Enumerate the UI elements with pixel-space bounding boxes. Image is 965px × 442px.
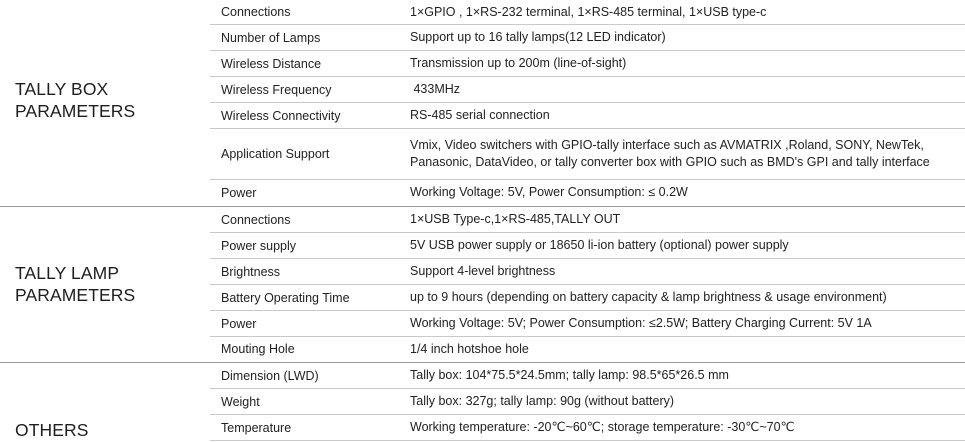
spec-key: Application Support xyxy=(221,147,330,161)
spec-value: 1/4 inch hotshoe hole xyxy=(410,341,529,356)
others-section xyxy=(0,363,965,442)
section-title: TALLY BOX PARAMETERS xyxy=(15,79,136,121)
tally-lamp-section xyxy=(0,207,965,362)
spec-value: Support 4-level brightness xyxy=(410,264,556,278)
spec-value: 433MHz xyxy=(410,82,461,96)
spec-value: 1×USB Type-c,1×RS-485,TALLY OUT xyxy=(410,212,621,226)
spec-key: Wireless Connectivity xyxy=(221,108,341,123)
spec-table xyxy=(210,207,965,362)
spec-value: Working Voltage: 5V; Power Consumption: ≤2.5W; Battery Charging Current: 5V 1A xyxy=(410,316,872,330)
table-row xyxy=(210,233,965,259)
table-row xyxy=(210,311,965,337)
spec-value: Working temperature: -20℃~60℃; storage temperature: -30℃~70℃ xyxy=(410,420,795,434)
spec-value: 1×GPIO , 1×RS-232 terminal, 1×RS-485 terminal, 1×USB type-c xyxy=(410,4,767,19)
spec-value: Support up to 16 tally lamps(12 LED indicator) xyxy=(410,30,666,44)
spec-key: Mouting Hole xyxy=(221,342,295,356)
spec-key: Dimension (LWD) xyxy=(221,368,319,383)
table-row xyxy=(210,415,965,441)
spec-key: Battery Operating Time xyxy=(221,290,350,305)
spec-key: Connections xyxy=(221,212,291,227)
spec-key: Power xyxy=(221,316,257,331)
spec-key: Number of Lamps xyxy=(221,30,321,45)
spec-key: Power supply xyxy=(221,238,297,253)
table-row xyxy=(210,285,965,311)
table-row xyxy=(210,259,965,285)
spec-key: Weight xyxy=(221,394,260,409)
spec-value: Tally box: 327g; tally lamp: 90g (without battery) xyxy=(410,394,675,408)
spec-value: Tally box: 104*75.5*24.5mm; tally lamp: 98.5*65*26.5 mm xyxy=(410,368,729,382)
table-row xyxy=(210,180,965,205)
section-title: OTHERS xyxy=(15,420,89,440)
spec-value: RS-485 serial connection xyxy=(410,108,550,122)
tally-box-section xyxy=(0,0,965,206)
spec-value: 5V USB power supply or 18650 li-ion battery (optional) power supply xyxy=(410,238,789,252)
spec-value: Vmix, Video switchers with GPIO-tally interface such as AVMATRIX ,Roland, SONY, NewTek, Panasonic, DataVideo, or tally converter box with GPIO such as BMD's GPI and tally interface xyxy=(410,138,930,169)
spec-key: Brightness xyxy=(221,264,281,279)
table-row xyxy=(210,337,965,361)
table-row xyxy=(210,25,965,51)
spec-table xyxy=(210,363,965,442)
spec-key: Connections xyxy=(221,5,291,19)
spec-value: Working Voltage: 5V, Power Consumption: ≤ 0.2W xyxy=(410,185,688,199)
spec-key: Temperature xyxy=(221,420,292,435)
spec-key: Wireless Distance xyxy=(221,56,322,71)
spec-table xyxy=(210,0,965,206)
spec-key: Wireless Frequency xyxy=(221,82,332,97)
table-row xyxy=(210,207,965,233)
table-row xyxy=(210,77,965,103)
table-row xyxy=(210,389,965,415)
table-row xyxy=(210,0,965,25)
spec-value: up to 9 hours (depending on battery capacity & lamp brightness & usage environment) xyxy=(410,290,887,304)
spec-value: Transmission up to 200m (line-of-sight) xyxy=(410,56,627,70)
table-row xyxy=(210,129,965,180)
spec-key: Power xyxy=(221,185,257,200)
table-row xyxy=(210,363,965,389)
table-row xyxy=(210,51,965,77)
section-title: TALLY LAMP PARAMETERS xyxy=(15,263,136,305)
table-row xyxy=(210,103,965,129)
